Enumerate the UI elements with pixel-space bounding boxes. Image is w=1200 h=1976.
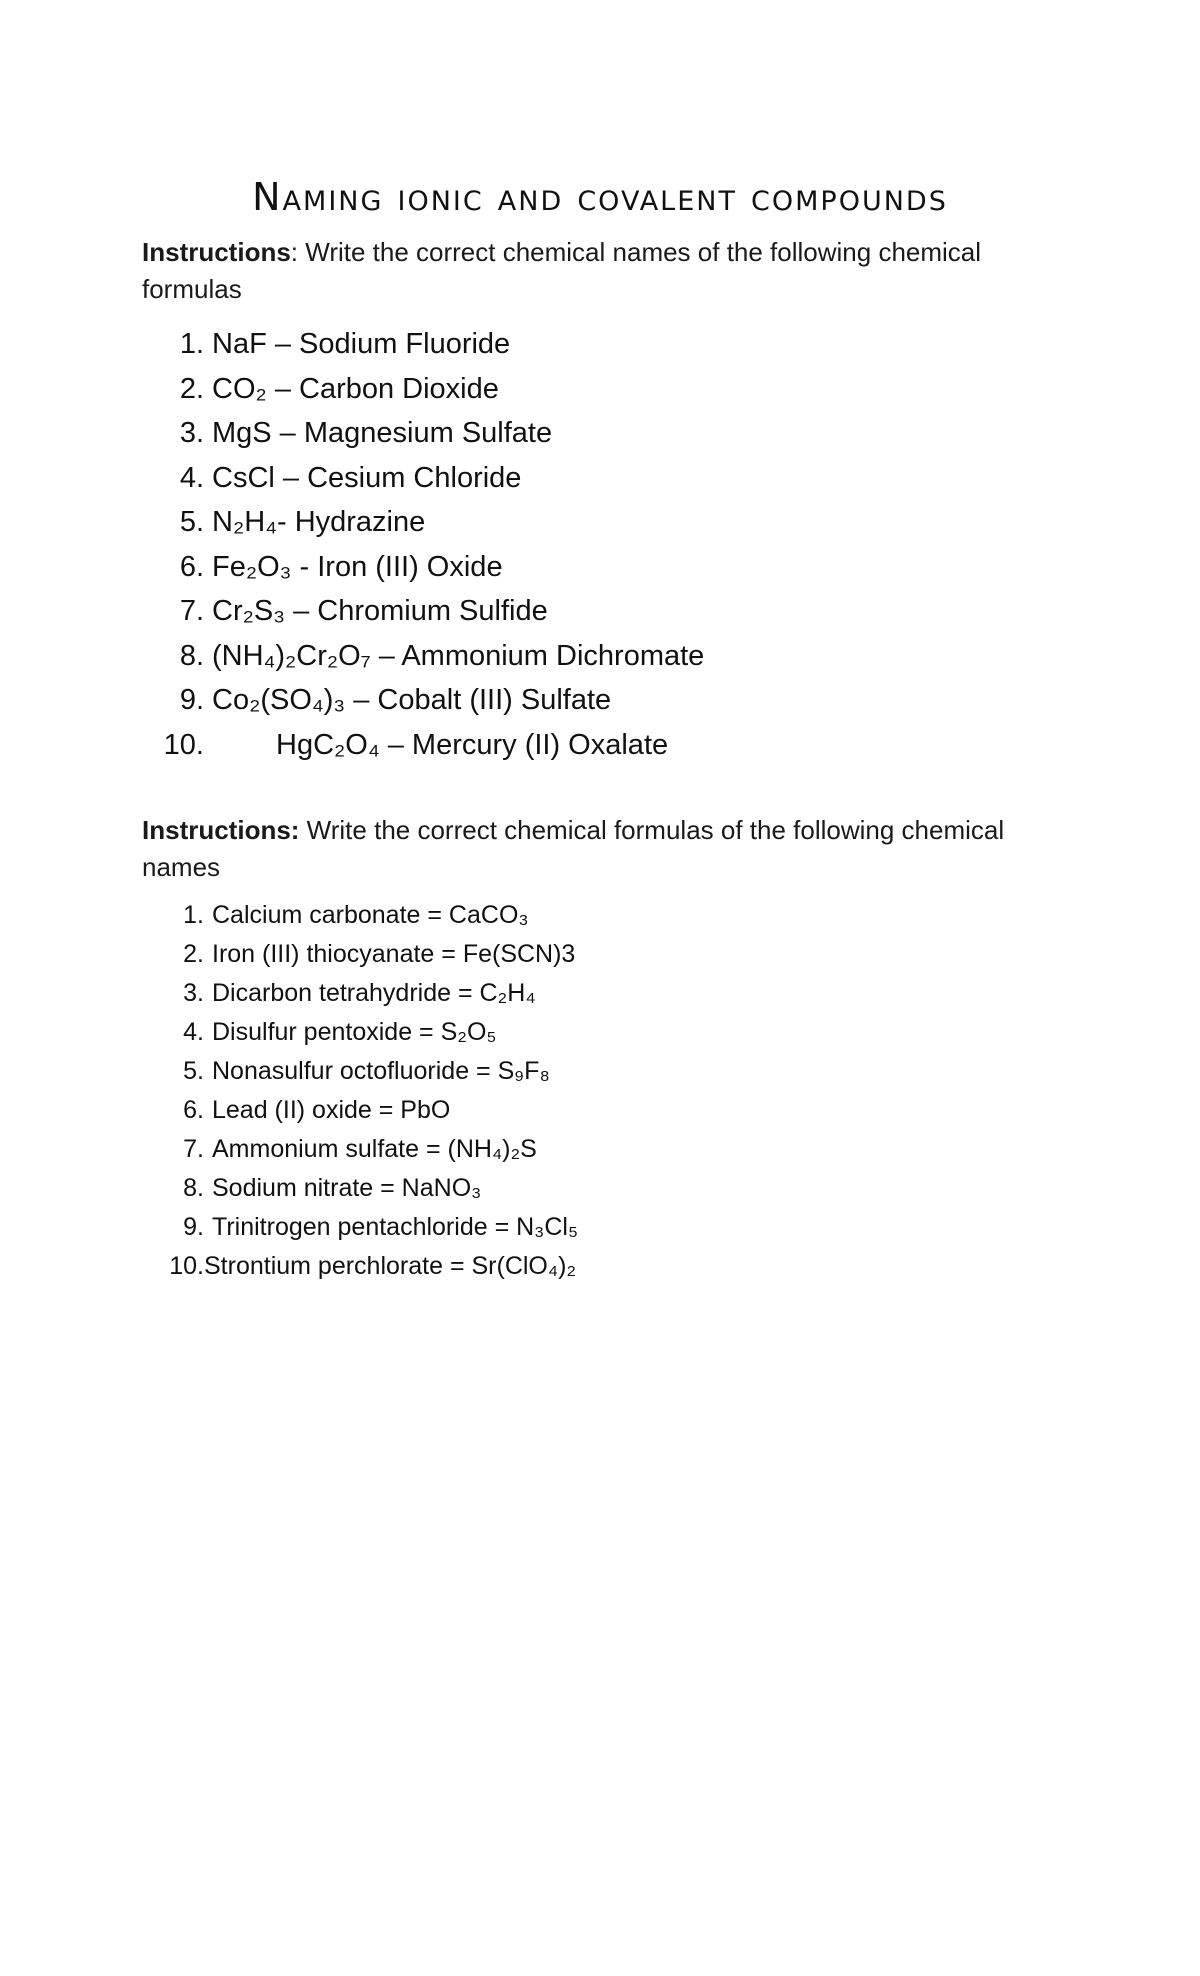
item-number: 10. — [163, 728, 204, 761]
item-number: 3. — [183, 979, 204, 1007]
instructions-text: Write the correct chemical formulas of the following chemical names — [142, 815, 1005, 882]
list-item — [142, 1013, 578, 1052]
list-item — [142, 634, 704, 679]
list-item — [142, 974, 578, 1013]
instructions-text: : Write the correct chemical names of the following chemical formulas — [142, 237, 982, 304]
item-text: Disulfur pentoxide = S₂O₅ — [212, 1018, 497, 1046]
item-text: HgC₂O₄ – Mercury (II) Oxalate — [276, 728, 669, 761]
item-number: 3. — [179, 417, 204, 449]
list-item — [142, 456, 704, 501]
list-item — [142, 1247, 578, 1286]
item-number: 5. — [183, 1057, 204, 1085]
list-item — [142, 367, 704, 412]
list-item — [142, 1130, 578, 1169]
instructions-formulas — [142, 812, 1022, 886]
name-to-formula-list — [142, 896, 578, 1286]
item-text: N₂H₄- Hydrazine — [212, 506, 426, 538]
list-item — [142, 723, 704, 768]
item-text: Co₂(SO₄)₃ – Cobalt (III) Sulfate — [212, 684, 612, 716]
item-number: 7. — [183, 1135, 204, 1163]
list-item — [142, 1052, 578, 1091]
item-text: CO₂ – Carbon Dioxide — [212, 372, 499, 405]
item-number: 9. — [183, 1213, 204, 1241]
list-item — [142, 589, 704, 634]
item-number: 5. — [179, 506, 204, 538]
item-text: Trinitrogen pentachloride = N₃Cl₅ — [212, 1213, 579, 1241]
item-number: 4. — [179, 461, 204, 494]
list-item — [142, 545, 704, 590]
instructions-label: Instructions: — [142, 815, 300, 845]
item-text: Fe₂O₃ - Iron (III) Oxide — [212, 550, 503, 583]
item-number: 8. — [183, 1174, 204, 1202]
item-text: Calcium carbonate = CaCO₃ — [212, 901, 529, 929]
item-number: 10. — [169, 1252, 204, 1280]
item-number: 1. — [179, 328, 204, 360]
formula-to-name-list — [142, 322, 704, 767]
item-text: (NH₄)₂Cr₂O₇ – Ammonium Dichromate — [212, 639, 705, 672]
item-number: 6. — [183, 1096, 204, 1124]
list-item — [142, 678, 704, 723]
item-text: Sodium nitrate = NaNO₃ — [212, 1174, 482, 1202]
list-item — [142, 896, 578, 935]
list-item — [142, 411, 704, 456]
item-text: Nonasulfur octofluoride = S₉F₈ — [212, 1057, 550, 1085]
list-item — [142, 935, 578, 974]
item-number: 7. — [179, 595, 204, 627]
item-number: 4. — [183, 1018, 204, 1046]
item-text: MgS – Magnesium Sulfate — [212, 417, 553, 449]
item-number: 9. — [179, 684, 204, 716]
item-number: 1. — [183, 901, 204, 929]
item-number: 8. — [179, 639, 204, 672]
item-text: Iron (III) thiocyanate = Fe(SCN)3 — [212, 940, 576, 968]
list-item — [142, 1169, 578, 1208]
item-number: 2. — [179, 372, 204, 405]
item-text: CsCl – Cesium Chloride — [212, 461, 522, 494]
instructions-names — [142, 234, 1022, 308]
item-text: Ammonium sulfate = (NH₄)₂S — [212, 1135, 537, 1163]
list-item — [142, 1208, 578, 1247]
list-item — [142, 322, 704, 367]
list-item — [142, 1091, 578, 1130]
instructions-label: Instructions — [142, 237, 291, 267]
item-text: Lead (II) oxide = PbO — [212, 1096, 451, 1124]
item-text: Strontium perchlorate = Sr(ClO₄)₂ — [204, 1252, 577, 1280]
item-number: 2. — [183, 940, 204, 968]
item-text: NaF – Sodium Fluoride — [212, 328, 511, 360]
item-text: Cr₂S₃ – Chromium Sulfide — [212, 595, 548, 627]
list-item — [142, 500, 704, 545]
page-title: Naming ionic and covalent compounds — [252, 175, 948, 220]
item-number: 6. — [179, 550, 204, 583]
item-text: Dicarbon tetrahydride = C₂H₄ — [212, 979, 536, 1007]
